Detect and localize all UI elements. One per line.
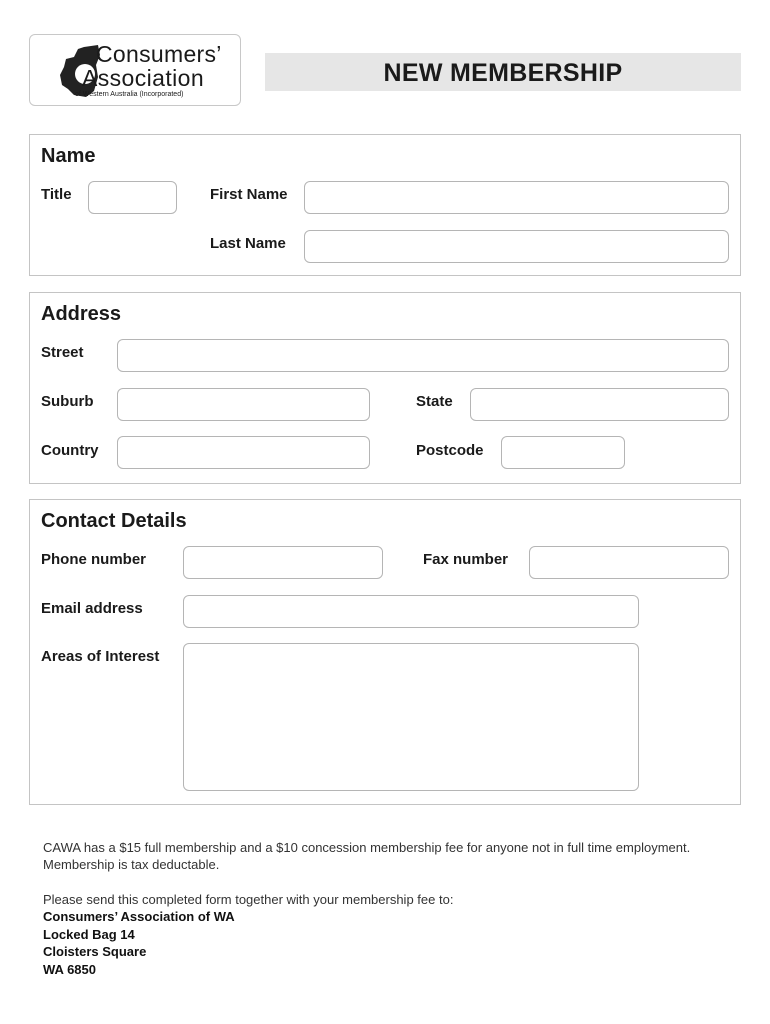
logo: [29, 34, 241, 106]
suburb-field[interactable]: [117, 388, 370, 421]
name-section-title: Name: [41, 145, 96, 167]
fax-field[interactable]: [529, 546, 729, 579]
suburb-label: Suburb: [41, 393, 94, 410]
country-label: Country: [41, 442, 99, 459]
title-field[interactable]: [88, 181, 177, 214]
logo-line-2: Association: [82, 65, 205, 91]
address-panel: [29, 292, 741, 484]
fee-info-line-1: CAWA has a $15 full membership and a $10 concession membership fee for anyone not in full time employment.: [43, 840, 691, 855]
interest-label: Areas of Interest: [41, 648, 160, 665]
first-name-field[interactable]: [304, 181, 729, 214]
postal-address-line-1: Consumers’ Association of WA: [43, 909, 235, 924]
street-field[interactable]: [117, 339, 729, 372]
address-section-title: Address: [41, 303, 122, 325]
title-label: Title: [41, 186, 72, 203]
interest-textarea[interactable]: [183, 643, 639, 791]
postcode-field[interactable]: [501, 436, 625, 469]
first-name-label: First Name: [210, 186, 288, 203]
fee-info-line-2: Membership is tax deductable.: [43, 857, 220, 872]
send-instruction: Please send this completed form together with your membership fee to:: [43, 892, 454, 907]
logo-subtitle: of Western Australia (Incorporated): [75, 91, 184, 98]
postal-address-line-3: Cloisters Square: [43, 944, 147, 959]
page-title: NEW MEMBERSHIP: [383, 59, 623, 87]
last-name-field[interactable]: [304, 230, 729, 263]
state-field[interactable]: [470, 388, 729, 421]
logo-line-1: Consumers’: [96, 41, 222, 67]
postcode-label: Postcode: [416, 442, 484, 459]
email-field[interactable]: [183, 595, 639, 628]
street-label: Street: [41, 344, 84, 361]
country-field[interactable]: [117, 436, 370, 469]
title-bar: [265, 53, 741, 91]
postal-address-line-4: WA 6850: [43, 962, 96, 977]
phone-field[interactable]: [183, 546, 383, 579]
contact-section-title: Contact Details: [41, 510, 187, 532]
state-label: State: [416, 393, 453, 410]
last-name-label: Last Name: [210, 235, 286, 252]
contact-panel: [29, 499, 741, 805]
email-label: Email address: [41, 600, 143, 617]
phone-label: Phone number: [41, 551, 147, 568]
fax-label: Fax number: [423, 551, 509, 568]
postal-address-line-2: Locked Bag 14: [43, 927, 135, 942]
name-panel: [29, 134, 741, 276]
